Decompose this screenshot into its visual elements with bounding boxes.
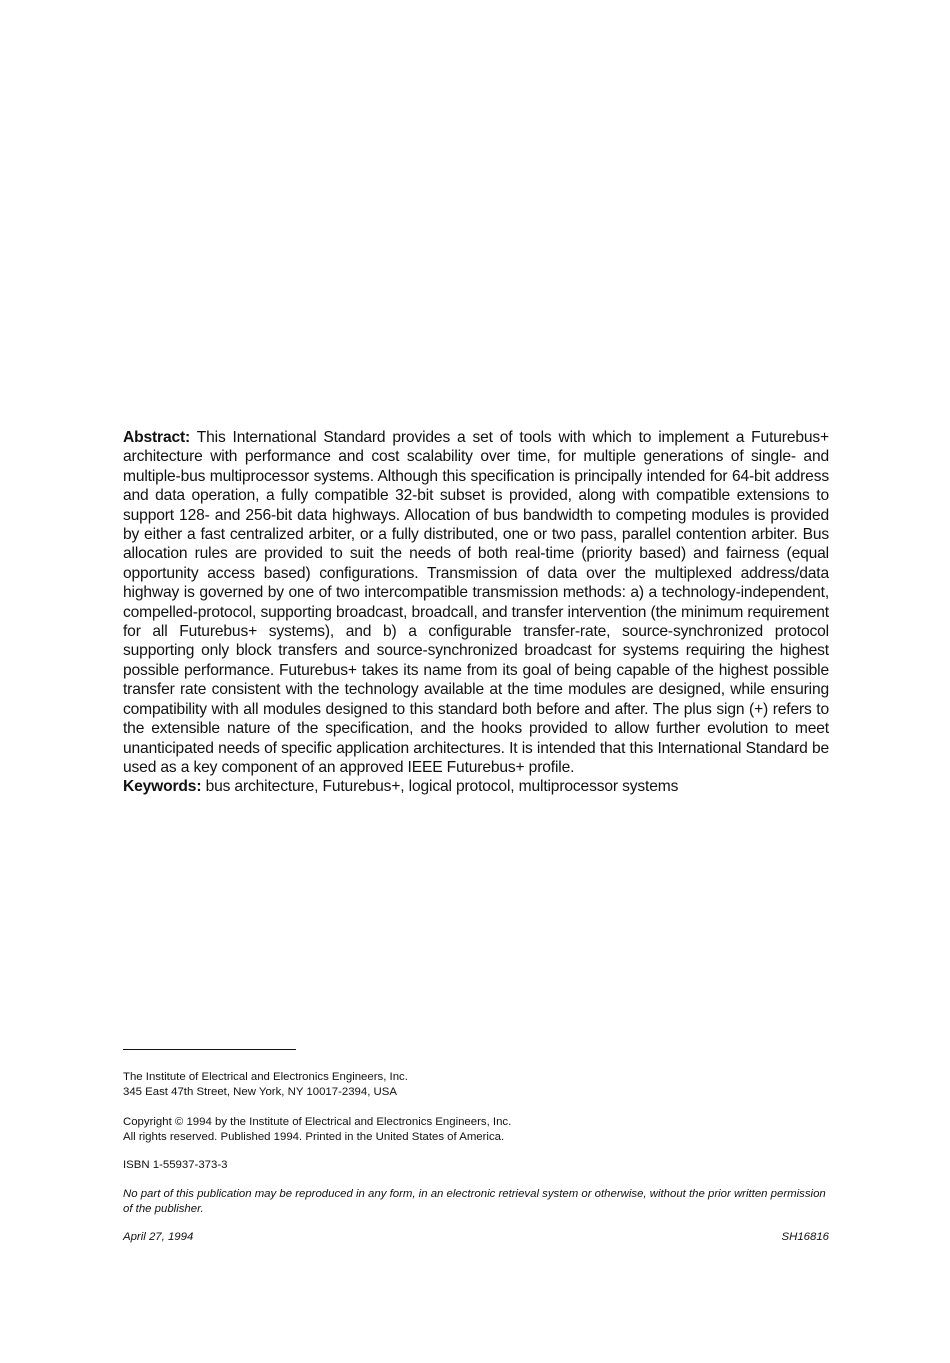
isbn-number: ISBN 1-55937-373-3 xyxy=(123,1159,228,1171)
reproduction-notice xyxy=(123,1187,829,1216)
publisher-info xyxy=(123,1070,829,1101)
keywords-label: Keywords: xyxy=(123,778,202,796)
publication-line xyxy=(123,1230,829,1245)
publisher-address: 345 East 47th Street, New York, NY 10017-2394, USA xyxy=(123,1086,397,1099)
notice-text: No part of this publication may be reproduced in any form, in an electronic retrieval system or otherwise, without the prior written permission of the publisher. xyxy=(123,1188,826,1215)
copyright-info xyxy=(123,1115,829,1146)
footnote-divider xyxy=(123,1049,296,1050)
abstract-section xyxy=(123,428,829,797)
abstract-paragraph xyxy=(123,428,829,777)
abstract-label: Abstract: xyxy=(123,429,191,446)
stock-number: SH16816 xyxy=(781,1231,829,1243)
keywords-paragraph xyxy=(123,777,829,796)
publisher-name: The Institute of Electrical and Electronics Engineers, Inc. xyxy=(123,1071,408,1083)
isbn-info xyxy=(123,1158,829,1173)
rights-line: All rights reserved. Published 1994. Printed in the United States of America. xyxy=(123,1131,505,1144)
copyright-line: Copyright © 1994 by the Institute of Electrical and Electronics Engineers, Inc. xyxy=(123,1116,512,1128)
abstract-text: This International Standard provides a set of tools with which to implement a Futurebus+ architecture with performance and cost scalability over time, for multiple generations of single- and multiple-bus multiprocessor systems. Although this specification is principally intended for 64-bit address and data operation, a fully compatible 32-bit subset is provided, along with compatible extensions to support 128- and 256-bit data highways. Allocation of bus bandwidth to competing modules is provided by either a fast centralized arbiter, or a fully distributed, one or two pass, parallel contention arbiter. Bus allocation rules are provided to suit the needs of both real-time (priority based) and fairness (equal opportunity access based) configurations. Transmission of data over the multiplexed address/data highway is governed by one of two intercompatible transmission methods: a) a technology-independent, compelled-protocol, supporting broadcast, broadcall, and transfer intervention (the minimum requirement for all Futurebus+ systems), and b) a configurable transfer-rate, source-synchronized protocol supporting only block transfers and source-synchronized broadcast for systems requiring the highest possible performance. Futurebus+ takes its name from its goal of being capable of the highest possible transfer rate consistent with the technology available at the time modules are designed, while ensuring compatibility with all modules designed to this standard both before and after. The plus sign (+) refers to the extensible nature of the specification, and the hooks provided to allow further evolution to meet unanticipated needs of specific application architectures. It is intended that this International Standard be used as a key component of an approved IEEE Futurebus+ profile. xyxy=(123,429,829,776)
publication-date: April 27, 1994 xyxy=(123,1231,194,1243)
keywords-text: bus architecture, Futurebus+, logical protocol, multiprocessor systems xyxy=(205,778,679,796)
